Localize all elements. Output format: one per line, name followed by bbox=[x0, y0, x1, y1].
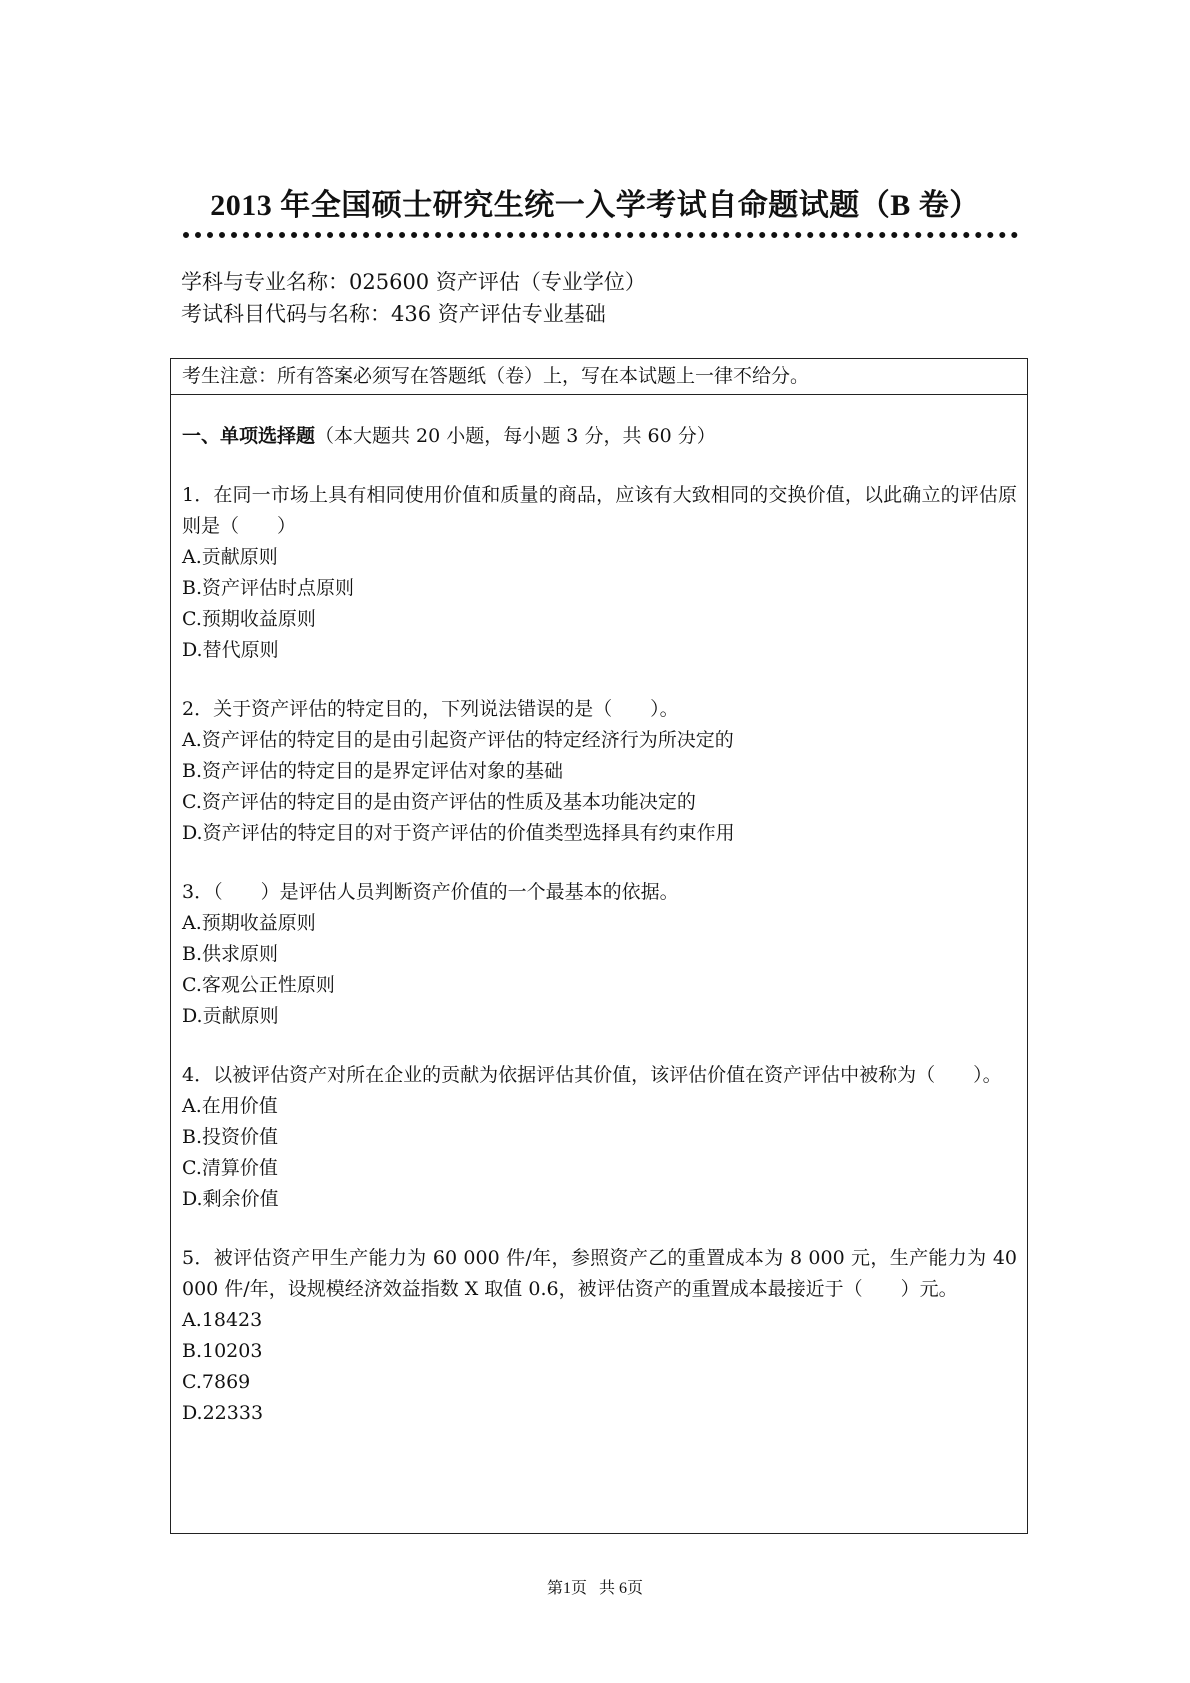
question-stem: 1．在同一市场上具有相同使用价值和质量的商品，应该有大致相同的交换价值，以此确立的评估原则是（ ） bbox=[182, 484, 1017, 537]
option-b: B.10203 bbox=[182, 1340, 263, 1362]
option-c: C.资产评估的特定目的是由资产评估的性质及基本功能决定的 bbox=[182, 791, 696, 813]
exam-title: 2013 年全国硕士研究生统一入学考试自命题试题（B 卷） bbox=[210, 189, 980, 222]
option-b: B.供求原则 bbox=[182, 943, 279, 965]
question-stem: 3．（ ）是评估人员判断资产价值的一个最基本的依据。 bbox=[182, 881, 679, 903]
option-a: A.18423 bbox=[182, 1309, 263, 1331]
option-a: A.在用价值 bbox=[182, 1095, 278, 1117]
section-heading bbox=[182, 421, 1017, 452]
option-b: B.资产评估的特定目的是界定评估对象的基础 bbox=[182, 760, 564, 782]
option-b: B.投资价值 bbox=[182, 1126, 279, 1148]
section-title: 一、单项选择题 bbox=[182, 425, 316, 447]
question-2 bbox=[182, 694, 1017, 849]
option-a: A.贡献原则 bbox=[182, 546, 278, 568]
option-d: D.资产评估的特定目的对于资产评估的价值类型选择具有约束作用 bbox=[182, 822, 735, 844]
page-number: 第1页 bbox=[546, 1580, 587, 1597]
option-d: D.22333 bbox=[182, 1402, 264, 1424]
page-total: 共 6页 bbox=[599, 1580, 644, 1597]
candidate-notice: 考生注意：所有答案必须写在答题纸（卷）上，写在本试题上一律不给分。 bbox=[171, 359, 1027, 395]
question-stem: 2．关于资产评估的特定目的，下列说法错误的是（ ）。 bbox=[182, 698, 679, 720]
option-c: C.预期收益原则 bbox=[182, 608, 316, 630]
page-footer bbox=[0, 1575, 1190, 1598]
title-divider bbox=[183, 232, 1018, 238]
option-a: A.预期收益原则 bbox=[182, 912, 316, 934]
question-4 bbox=[182, 1060, 1017, 1215]
question-3 bbox=[182, 877, 1017, 1032]
option-c: C.客观公正性原则 bbox=[182, 974, 335, 996]
course-line: 考试科目代码与名称：436 资产评估专业基础 bbox=[181, 302, 606, 326]
option-d: D.剩余价值 bbox=[182, 1188, 279, 1210]
question-box bbox=[170, 358, 1028, 1534]
option-d: D.贡献原则 bbox=[182, 1005, 279, 1027]
subject-line: 学科与专业名称：025600 资产评估（专业学位） bbox=[181, 270, 646, 294]
question-1 bbox=[182, 480, 1017, 666]
exam-meta bbox=[181, 266, 646, 330]
question-content bbox=[171, 395, 1027, 1429]
option-c: C.清算价值 bbox=[182, 1157, 278, 1179]
question-5 bbox=[182, 1243, 1017, 1429]
question-stem: 4．以被评估资产对所在企业的贡献为依据评估其价值，该评估价值在资产评估中被称为（ ）。 bbox=[182, 1064, 1002, 1086]
option-d: D.替代原则 bbox=[182, 639, 279, 661]
question-stem: 5．被评估资产甲生产能力为 60 000 件/年，参照资产乙的重置成本为 8 000 元，生产能力为 40 000 件/年，设规模经济效益指数 X 取值 0.6，被评估资产的重置成本最接近于（ ）元。 bbox=[182, 1247, 1017, 1300]
option-b: B.资产评估时点原则 bbox=[182, 577, 355, 599]
option-a: A.资产评估的特定目的是由引起资产评估的特定经济行为所决定的 bbox=[182, 729, 734, 751]
section-note: （本大题共 20 小题，每小题 3 分，共 60 分） bbox=[315, 425, 716, 447]
option-c: C.7869 bbox=[182, 1371, 251, 1393]
